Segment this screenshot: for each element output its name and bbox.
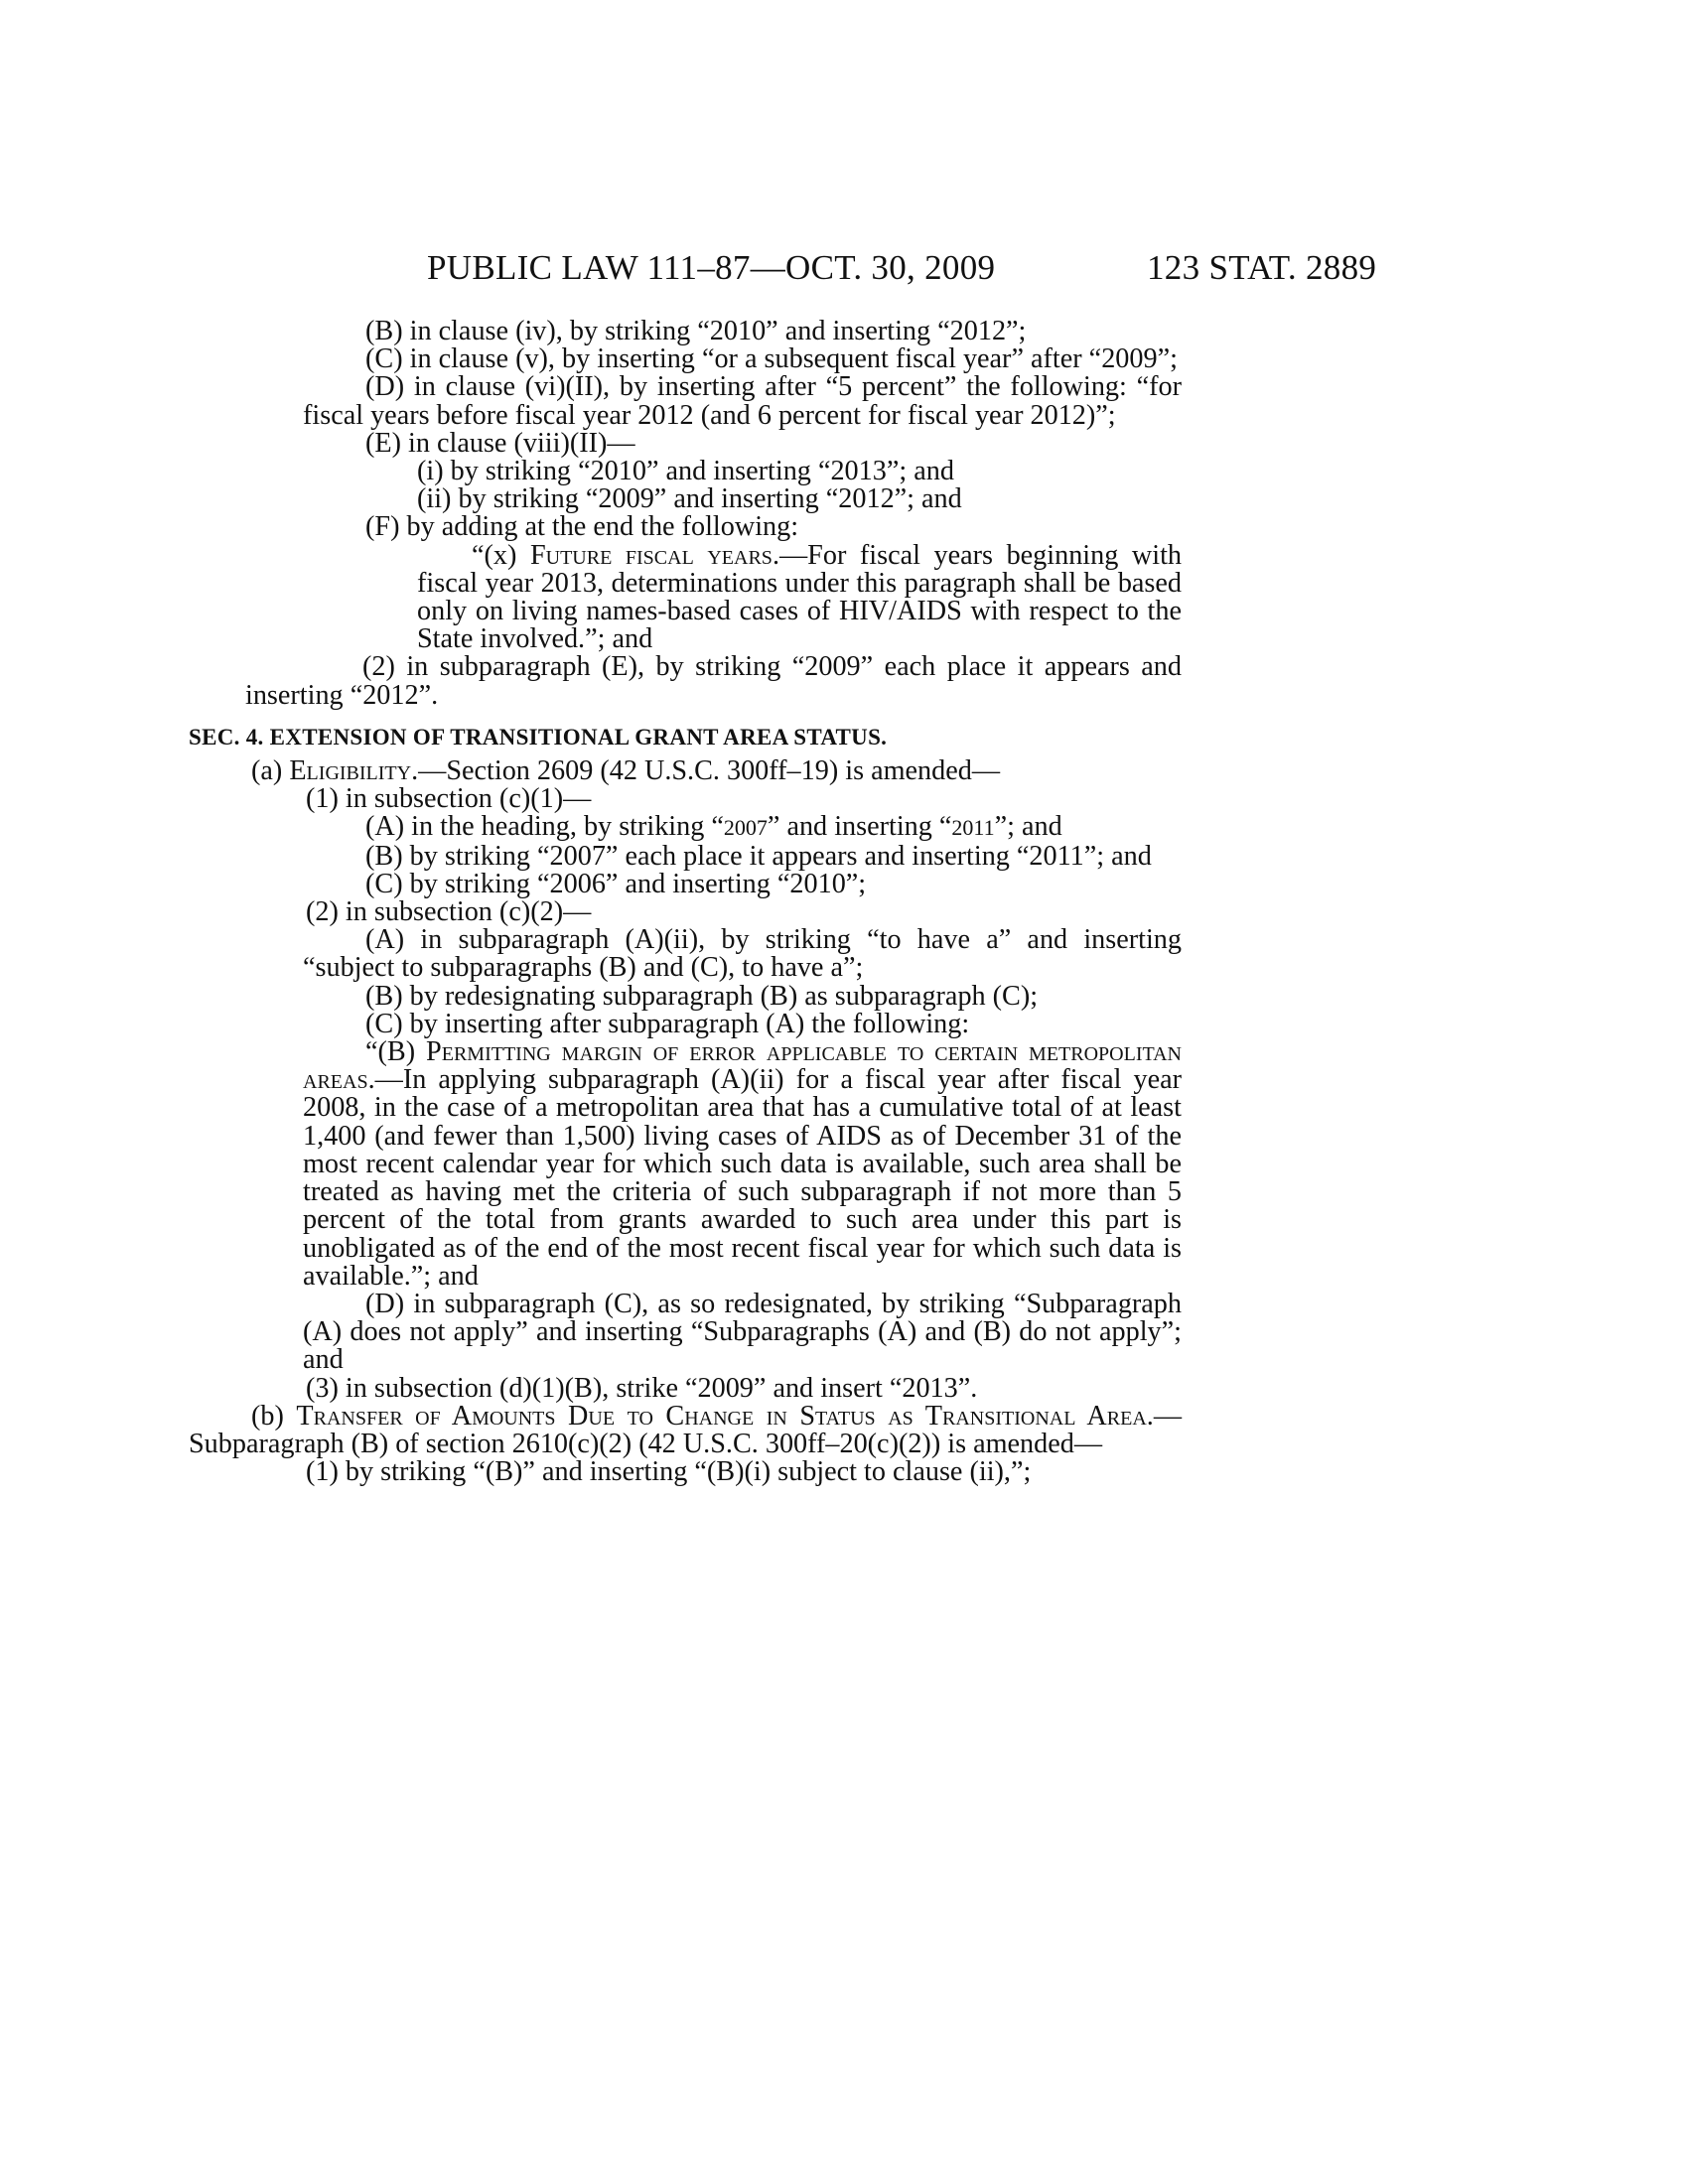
subsection-heading: Eligibility <box>289 755 412 787</box>
paragraph-text: (i) by striking “2010” and inserting “2013”; and <box>417 456 954 487</box>
paragraph-a1-A <box>303 813 1182 842</box>
paragraph-e-ii <box>303 485 1182 513</box>
running-header-page-number: 123 STAT. 2889 <box>1147 248 1377 287</box>
paragraph-a2-D <box>303 1288 1182 1376</box>
paragraph-text: (D) in subparagraph (C), as so redesignated, by striking “Subparagraph (A) does not apply” and inserting “Subparagraphs (A) and (B) do not apply”; and <box>303 1288 1182 1376</box>
paragraph-a1-C <box>303 868 1182 899</box>
paragraph-a2 <box>251 898 1182 926</box>
paragraph-text: (E) in clause (viii)(II)— <box>365 427 635 459</box>
paragraph-f-adding <box>303 513 1182 541</box>
paragraph-a2-A <box>303 926 1182 982</box>
section-heading: SEC. 4. EXTENSION OF TRANSITIONAL GRANT AREA STATUS. <box>189 724 888 750</box>
quote-prefix: “(x) <box>472 539 530 571</box>
paragraph-text: (ii) by striking “2009” and inserting “2012”; and <box>417 483 962 515</box>
quote-prefix: “(B) <box>365 1036 427 1068</box>
paragraph-quoted-b-margin-of-error <box>303 1038 1182 1291</box>
paragraph-text: (D) in clause (vi)(II), by inserting after “5 percent” the following: “for fiscal years before fiscal year 2012 (and 6 percent for fiscal year 2012)”; <box>303 371 1182 431</box>
paragraph-text: (2) in subparagraph (E), by striking “2009” each place it appears and inserting “2012”. <box>245 651 1182 711</box>
document-body <box>189 316 1182 1488</box>
paragraph-a1-B <box>303 840 1182 872</box>
subsection-prefix: (a) <box>251 755 290 787</box>
quoted-heading: Permitting margin of error applicable to certain metropolitan areas <box>303 1036 1182 1096</box>
paragraph-e-clause-viii <box>303 427 1182 459</box>
paragraph-text: (1) in subsection (c)(1)— <box>306 783 592 815</box>
paragraph-e-i <box>303 458 1182 485</box>
paragraph-text: ”; and <box>994 811 1062 843</box>
subsection-prefix: (b) <box>251 1400 297 1432</box>
paragraph-text: .—For fiscal years beginning with fiscal year 2013, determinations under this paragraph shall be based only on living names-based cases of HIV/AIDS with respect to the State involved.”; and <box>417 539 1182 655</box>
paragraph-text: .—Subparagraph (B) of section 2610(c)(2) (42 U.S.C. 300ff–20(c)(2)) is amended— <box>189 1400 1182 1459</box>
paragraph-text: (2) in subsection (c)(2)— <box>306 896 592 928</box>
subsection-heading: Transfer of Amounts Due to Change in Status as Transitional Area <box>296 1400 1147 1432</box>
small-caps-year: 2011 <box>951 815 995 841</box>
paragraph-text: (B) by striking “2007” each place it appears and inserting “2011”; and <box>365 840 1152 872</box>
paragraph-quoted-x-future-fiscal-years <box>303 539 1182 655</box>
running-header-title: PUBLIC LAW 111–87—OCT. 30, 2009 <box>427 248 996 287</box>
paragraph-b1 <box>251 1458 1182 1486</box>
paragraph-text: (F) by adding at the end the following: <box>365 511 799 543</box>
paragraph-text: (C) by inserting after subparagraph (A) the following: <box>365 1008 970 1039</box>
paragraph-d-clause-vi <box>303 373 1182 429</box>
paragraph-text: (B) in clause (iv), by striking “2010” and inserting “2012”; <box>365 316 1027 346</box>
paragraph-text: (C) in clause (v), by inserting “or a subsequent fiscal year” after “2009”; <box>365 343 1178 375</box>
small-caps-year: 2007 <box>723 815 768 841</box>
paragraph-text: (A) in the heading, by striking “ <box>365 811 724 843</box>
paragraph-text: ” and inserting “ <box>767 811 952 843</box>
paragraph-text: .—In applying subparagraph (A)(ii) for a fiscal year after fiscal year 2008, in the case of a metropolitan area that has a cumulative total of at least 1,400 (and fewer than 1,500) living cases of AIDS as of December 31 of the most recent calendar year for which such data is available, such area shall be treated as having met the criteria of such subparagraph if not more than 5 percent of the total from grants awarded to such area under this part is unobligated as of the end of the most recent fiscal year for which such data is available.”; and <box>303 1064 1182 1292</box>
paragraph-a1 <box>251 785 1182 813</box>
paragraph-2-subparagraph-e <box>245 653 1182 709</box>
paragraph-a2-B <box>303 980 1182 1012</box>
paragraph-text: (B) by redesignating subparagraph (B) as subparagraph (C); <box>365 980 1039 1012</box>
paragraph-a-eligibility <box>189 757 1182 785</box>
paragraph-text: .—Section 2609 (42 U.S.C. 300ff–19) is amended— <box>411 755 1001 787</box>
paragraph-text: (1) by striking “(B)” and inserting “(B)(i) subject to clause (ii),”; <box>306 1456 1032 1488</box>
paragraph-a3 <box>251 1372 1182 1404</box>
paragraph-c-clause-v <box>303 345 1182 373</box>
paragraph-text: (C) by striking “2006” and inserting “2010”; <box>365 868 867 899</box>
quoted-heading: Future fiscal years <box>529 539 773 571</box>
paragraph-b-transfer-of-amounts <box>189 1400 1182 1459</box>
paragraph-text: (A) in subparagraph (A)(ii), by striking “to have a” and inserting “subject to subparagraphs (B) and (C), to have a”; <box>303 924 1182 984</box>
paragraph-a2-C <box>303 1008 1182 1039</box>
paragraph-b-clause-iv <box>189 318 1182 345</box>
paragraph-text: (3) in subsection (d)(1)(B), strike “2009” and insert “2013”. <box>306 1372 978 1404</box>
